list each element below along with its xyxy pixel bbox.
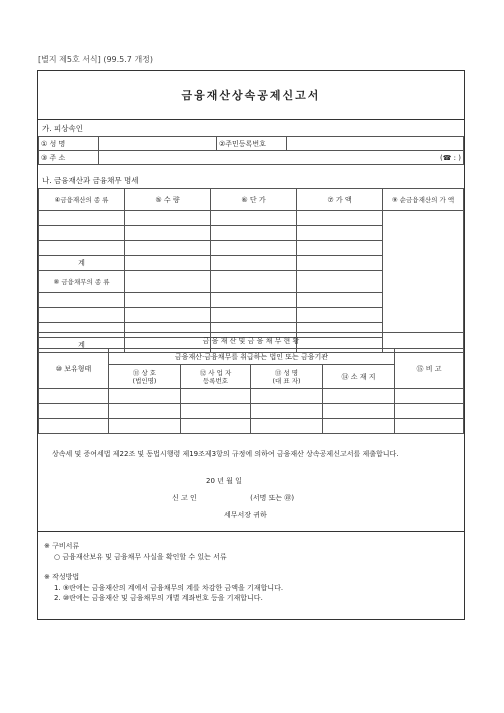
- status-cell[interactable]: [39, 404, 109, 419]
- asset-cell[interactable]: [211, 226, 297, 241]
- col-amount: ⑦ 가 액: [297, 189, 383, 211]
- form-frame: [37, 70, 465, 620]
- location-header: ⑭ 소 재 지: [323, 365, 395, 389]
- col-unit-price: ⑥ 단 가: [211, 189, 297, 211]
- asset-cell[interactable]: [211, 211, 297, 226]
- address-label: ③ 주 소: [39, 151, 99, 165]
- asset-cell[interactable]: [125, 241, 211, 256]
- declaration-text: 상속세 및 증여세법 제22조 및 동법시행령 제19조제3항의 규정에 의하여 금융재산 상속공제신고서를 제출합니다.: [52, 450, 399, 458]
- status-cell[interactable]: [251, 419, 323, 434]
- method-item-1: 1. ⑨란에는 금융재산의 계에서 금융채무의 계를 차감한 금액을 기재합니다.: [54, 583, 284, 592]
- trade-name-header: [109, 365, 181, 389]
- debt-type-label: ⑧ 금융채무의 종 류: [39, 271, 125, 293]
- filer-line: 신 고 인 (서명 또는 ㊞): [172, 494, 295, 502]
- col-net-amount: ⑨ 순금융재산의 가 액: [383, 189, 464, 211]
- status-cell[interactable]: [395, 404, 464, 419]
- asset-subtotal-label: 계: [39, 256, 125, 271]
- debt-cell[interactable]: [297, 308, 383, 323]
- status-cell[interactable]: [181, 404, 251, 419]
- date-line: 20 년 월 일: [206, 477, 242, 485]
- institution-header: 금융재산·금융채무를 취급하는 법인 또는 금융기관: [109, 349, 395, 365]
- status-cell[interactable]: [395, 389, 464, 404]
- status-title: 금 융 재 산 및 금 융 채 무 현 황: [39, 333, 464, 349]
- asset-table: [38, 188, 464, 353]
- biz-no-label: ⑫ 사 업 자: [199, 368, 232, 377]
- status-cell[interactable]: [39, 389, 109, 404]
- col-asset-type: ④금융재산의 종 류: [39, 189, 125, 211]
- rep-name-sub: (대 표 자): [272, 376, 301, 385]
- phone-label: (☎ : ): [440, 153, 461, 162]
- address-field[interactable]: [99, 151, 464, 165]
- id-label: ②주민등록번호: [217, 137, 287, 151]
- biz-no-header: [181, 365, 251, 389]
- debt-cell[interactable]: [211, 271, 297, 293]
- biz-no-sub: 등록번호: [202, 376, 229, 385]
- title-box: [38, 71, 464, 120]
- asset-cell[interactable]: [39, 211, 125, 226]
- asset-cell[interactable]: [39, 226, 125, 241]
- debt-subtotal-label: 계: [39, 338, 125, 353]
- status-cell[interactable]: [323, 404, 395, 419]
- status-cell[interactable]: [109, 404, 181, 419]
- notes-block: [44, 541, 283, 604]
- name-field[interactable]: [99, 137, 217, 151]
- notes-divider: [38, 531, 464, 532]
- asset-cell[interactable]: [211, 241, 297, 256]
- trade-name-sub: (법인명): [132, 376, 157, 385]
- debt-cell[interactable]: [297, 293, 383, 308]
- debt-cell[interactable]: [125, 271, 211, 293]
- status-cell[interactable]: [395, 419, 464, 434]
- col-quantity: ⑤ 수 량: [125, 189, 211, 211]
- debt-cell[interactable]: [211, 308, 297, 323]
- asset-cell[interactable]: [125, 211, 211, 226]
- form-number: [별지 제5호 서식] (99.5.7 개정): [38, 55, 154, 64]
- status-cell[interactable]: [181, 419, 251, 434]
- status-cell[interactable]: [109, 419, 181, 434]
- id-field[interactable]: [287, 137, 464, 151]
- status-cell[interactable]: [251, 389, 323, 404]
- section-b-label: 나. 금융재산과 금융채무 명세: [42, 176, 139, 185]
- status-cell[interactable]: [181, 389, 251, 404]
- docs-item: ○ 금융재산보유 및 금융채무 사실을 확인할 수 있는 서류: [54, 552, 227, 561]
- asset-cell[interactable]: [125, 256, 211, 271]
- method-item-2: 2. ⑩란에는 금융재산 및 금융채무의 개별 계좌번호 등을 기재합니다.: [54, 594, 263, 602]
- debt-cell[interactable]: [39, 293, 125, 308]
- asset-cell[interactable]: [39, 241, 125, 256]
- section-a-label: 가. 피상속인: [42, 124, 83, 133]
- rep-name-label: ⑬ 성 명: [274, 368, 299, 377]
- docs-title: ※ 구비서류: [44, 542, 80, 550]
- recipient-line: 세무서장 귀하: [224, 511, 267, 519]
- asset-cell[interactable]: [125, 226, 211, 241]
- rep-name-header: [251, 365, 323, 389]
- status-cell[interactable]: [251, 404, 323, 419]
- debt-cell[interactable]: [125, 293, 211, 308]
- asset-cell[interactable]: [297, 241, 383, 256]
- status-cell[interactable]: [323, 389, 395, 404]
- asset-cell[interactable]: [297, 226, 383, 241]
- method-title: ※ 작성방법: [44, 573, 80, 581]
- debt-cell[interactable]: [39, 308, 125, 323]
- asset-cell[interactable]: [297, 211, 383, 226]
- asset-cell[interactable]: [297, 256, 383, 271]
- asset-cell[interactable]: [211, 256, 297, 271]
- status-cell[interactable]: [39, 419, 109, 434]
- decedent-table: [38, 136, 464, 165]
- debt-cell[interactable]: [125, 308, 211, 323]
- holding-type-header: ⑩ 보유형태: [39, 349, 109, 389]
- status-table: [38, 332, 464, 434]
- debt-cell[interactable]: [297, 271, 383, 293]
- remarks-header: ⑮ 비 고: [395, 349, 464, 389]
- form-title: 금융재산상속공제신고서: [181, 89, 321, 102]
- status-cell[interactable]: [323, 419, 395, 434]
- name-label: ① 성 명: [39, 137, 99, 151]
- trade-name-label: ⑪ 상 호: [132, 368, 157, 377]
- status-cell[interactable]: [109, 389, 181, 404]
- debt-cell[interactable]: [211, 293, 297, 308]
